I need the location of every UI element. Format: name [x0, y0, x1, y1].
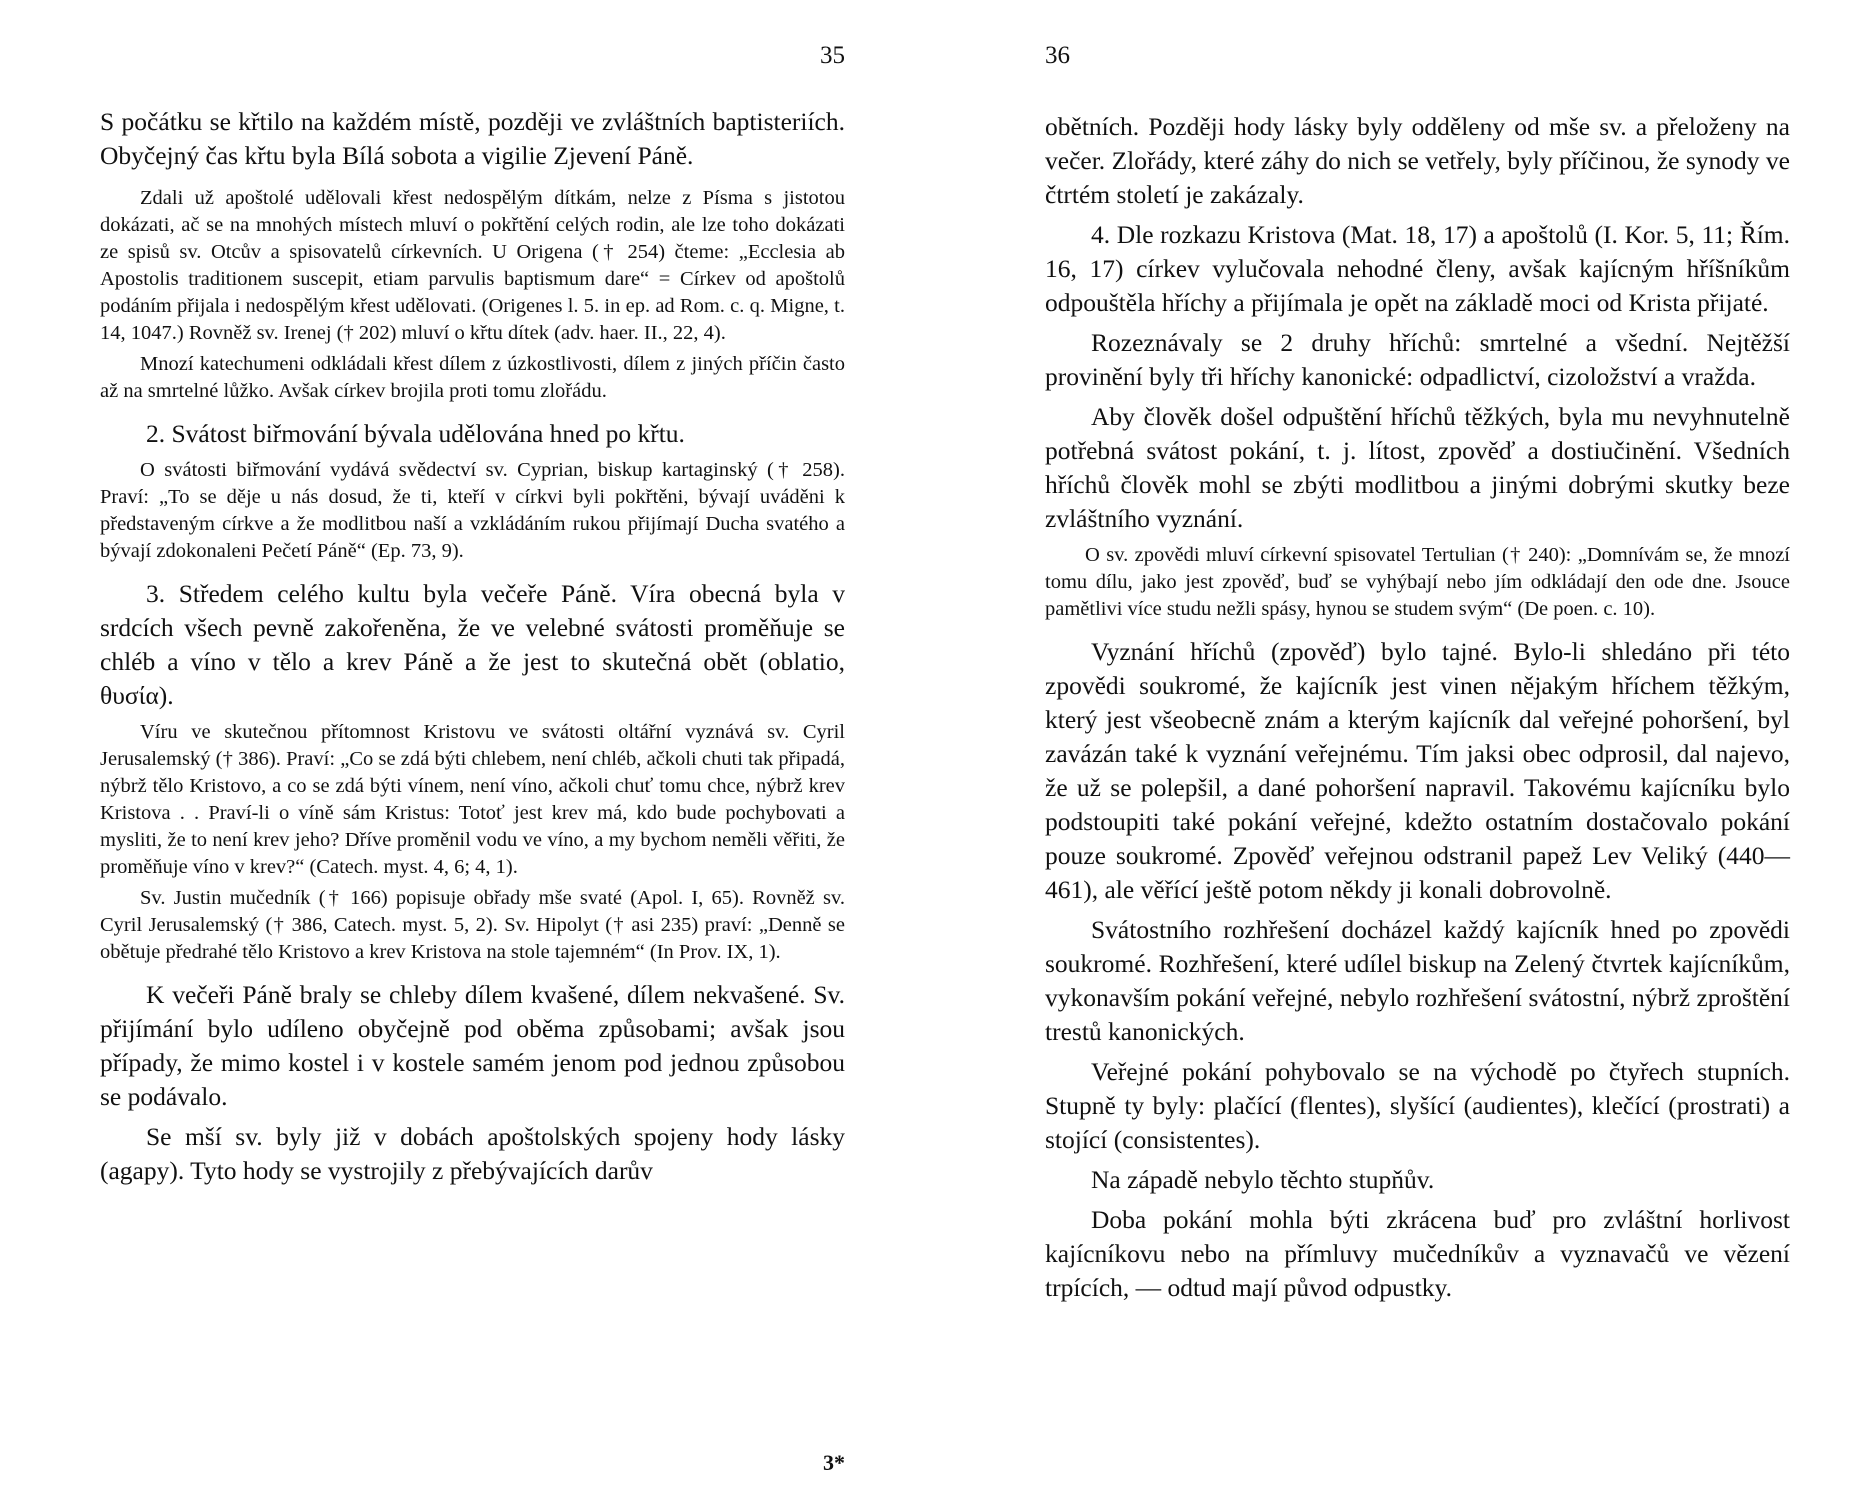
signature-mark: 3* — [823, 1450, 845, 1475]
right-page — [1045, 0, 1790, 1500]
paragraph: S počátku se křtilo na každém místě, později ve zvláštních baptisteriích. Obyčejný čas křtu byla Bílá sobota a vigilie Zjevení Páně. — [100, 107, 845, 170]
page-number: 36 — [1045, 42, 1070, 69]
page-body — [100, 105, 845, 1194]
paragraph: Aby člověk došel odpuštění hříchů těžkých, byla mu nevyhnutelně potřebná svátost pokání, t. j. lítost, zpověď a dostiučinění. Všedních hříchů člověk mohl se zbýti modlitbou a jinými dobrými skutky beze zvláštního vyznání. — [1045, 402, 1790, 533]
paragraph: obětních. Později hody lásky byly odděleny od mše sv. a přeloženy na večer. Zlořády, které záhy do nich se vetřely, byly příčinou, že synody ve čtrtém století je zakázaly. — [1045, 112, 1790, 209]
paragraph: Rozeznávaly se 2 druhy hříchů: smrtelné a všední. Nejtěžší provinění byly tři hříchy kanonické: odpadlictví, cizoložství a vražda. — [1045, 328, 1790, 391]
page-body — [1045, 110, 1790, 1311]
section-heading: 3. Středem celého kultu byla večeře Páně. Víra obecná byla v srdcích všech pevně zakořeněna, že ve velebné svátosti proměňuje se chléb a víno v tělo a krev Páně a že jest to skutečná obět (oblatio, θυσία). — [100, 579, 845, 710]
paragraph: Se mší sv. byly již v dobách apoštolských spojeny hody lásky (agapy). Tyto hody se vystrojily z přebývajících darův — [100, 1122, 845, 1185]
paragraph: Zdali už apoštolé udělovali křest nedospělým dítkám, nelze z Písma s jistotou dokázati, ač se na mnohých místech mluví o pokřtění celých rodin, ale lze toho dokázati ze spisů sv. Otcův a spisovatelů církevních. U Origena († 254) čteme: „Ecclesia ab Apostolis traditionem suscepit, etiam parvulis baptismum dare“ = Církev od apoštolů podáním přijala i nedospělým křest udělovati. (Origenes l. 5. in ep. ad Rom. c. q. Migne, t. 14, 1047.) Rovněž sv. Irenej († 202) mluví o křtu dítek (adv. haer. II., 22, 4). — [100, 187, 845, 344]
section-heading: 2. Svátost biřmování bývala udělována hned po křtu. — [146, 419, 685, 448]
paragraph: Doba pokání mohla býti zkrácena buď pro zvláštní horlivost kajícníkovu nebo na přímluvy mučedníkův a vyznavačů ve vězení trpících, — odtud mají původ odpustky. — [1045, 1205, 1790, 1302]
left-page — [100, 0, 845, 1500]
paragraph: Svátostního rozhřešení docházel každý kajícník hned po zpovědi soukromé. Rozhřešení, které udílel biskup na Zelený čtvrtek kajícníkům, vykonavším pokání veřejné, nebylo rozhřešení svátostní, nýbrž zproštění trestů kanonických. — [1045, 915, 1790, 1046]
paragraph: Sv. Justin mučedník († 166) popisuje obřady mše svaté (Apol. I, 65). Rovněž sv. Cyril Jerusalemský († 386, Catech. myst. 5, 2). Sv. Hipolyt († asi 235) praví: „Denně se obětuje předrahé tělo Kristovo a krev Kristova na stole tajemném“ (In Prov. IX, 1). — [100, 887, 845, 963]
paragraph: Mnozí katechumeni odkládali křest dílem z úzkostlivosti, dílem z jiných příčin často až na smrtelné lůžko. Avšak církev brojila proti tomu zlořádu. — [100, 353, 845, 402]
page-number: 35 — [820, 42, 845, 69]
paragraph: K večeři Páně braly se chleby dílem kvašené, dílem nekvašené. Sv. přijímání bylo udíleno obyčejně pod oběma způsobami; avšak jsou případy, že mimo kostel i v kostele samém jenom pod jednou způsobou se podávalo. — [100, 980, 845, 1111]
paragraph: Vyznání hříchů (zpověď) bylo tajné. Bylo-li shledáno při této zpovědi soukromé, že kajícník jest vinen nějakým hříchem těžkým, který jest všeobecně znám a kterým kajícník dal veřejné pohoršení, byl zavázán také k vyznání veřejnému. Tím jaksi obec odprosil, dal najevo, že už se polepšil, a dané pohoršení napravil. Takovému kajícníku bylo podstoupiti také pokání veřejné, kdežto ostatním dostačovalo pokání pouze soukromé. Zpověď veřejnou odstranil papež Lev Veliký (440—461), ale věřící ještě potom někdy ji konali dobrovolně. — [1045, 637, 1790, 904]
paragraph: Víru ve skutečnou přítomnost Kristovu ve svátosti oltářní vyznává sv. Cyril Jerusalemský († 386). Praví: „Co se zdá býti chlebem, není chléb, ačkoli chuti tak připadá, nýbrž tělo Kristovo, a co se zdá býti vínem, není víno, ačkoli chuť tomu chce, nýbrž krev Kristova . . Praví-li o víně sám Kristus: Totoť jest krev má, kdo bude pochybovati a mysliti, že to není krev jeho? Dříve proměnil vodu ve víno, a my bychom neměli věřiti, že proměňuje víno v krev?“ (Catech. myst. 4, 6; 4, 1). — [100, 721, 845, 878]
paragraph: O sv. zpovědi mluví církevní spisovatel Tertulian († 240): „Domnívám se, že mnozí tomu dílu, jako jest zpověď, buď se vyhýbají nebo jím odkládají den ode dne. Jsouce pamětlivi více studu nežli spásy, hynou se studem svým“ (De poen. c. 10). — [1045, 544, 1790, 620]
paragraph: O svátosti biřmování vydává svědectví sv. Cyprian, biskup kartaginský († 258). Praví: „To se děje u nás dosud, že ti, kteří v církvi byli pokřtěni, bývají uváděni k představeným církve a že modlitbou naší a vzkládáním rukou přijímají Ducha svatého a bývají zdokonaleni Pečetí Páně“ (Ep. 73, 9). — [100, 459, 845, 562]
paragraph: Veřejné pokání pohybovalo se na východě po čtyřech stupních. Stupně ty byly: plačící (flentes), slyšící (audientes), klečící (prostrati) a stojící (consistentes). — [1045, 1057, 1790, 1154]
paragraph: Na západě nebylo těchto stupňův. — [1091, 1165, 1435, 1194]
section-heading: 4. Dle rozkazu Kristova (Mat. 18, 17) a apoštolů (I. Kor. 5, 11; Řím. 16, 17) církev vylučovala nehodné členy, avšak kajícným hříšníkům odpouštěla hříchy a přijímala je opět na základě moci od Krista přijaté. — [1045, 220, 1790, 317]
